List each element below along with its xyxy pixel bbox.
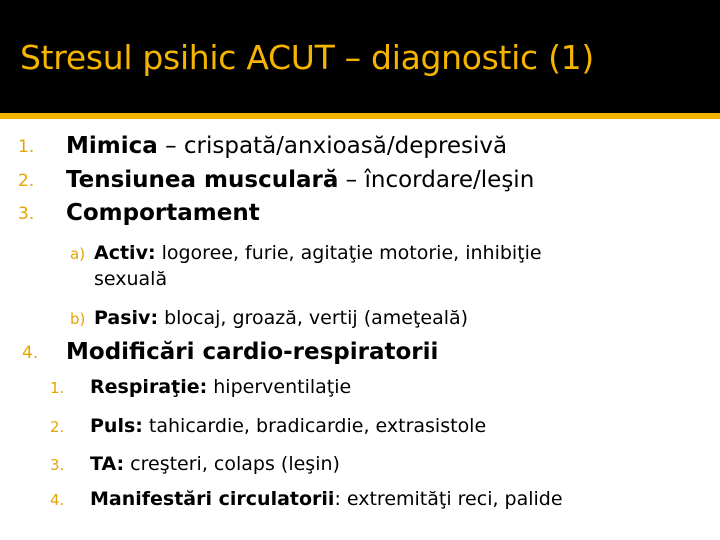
sub-item-term: Activ:	[94, 242, 156, 264]
title-divider	[0, 113, 720, 119]
cardio-item-text: hiperventilaţie	[207, 376, 352, 398]
cardio-item-text: tahicardie, bradicardie, extrasistole	[142, 415, 487, 437]
slide-title: Stresul psihic ACUT – diagnostic (1)	[20, 38, 594, 77]
cardio-item-number: 1.	[50, 379, 65, 397]
sub-item-letter: a)	[70, 245, 86, 263]
item-number: 3.	[18, 204, 35, 224]
item-term: Modificări cardio-respiratorii	[66, 339, 439, 365]
item-term: Mimica	[66, 133, 158, 159]
item-text: – încordare/leşin	[338, 167, 535, 193]
title-bar	[0, 0, 720, 113]
sub-item-activ-continuation: sexuală	[94, 268, 168, 290]
cardio-item-term: TA:	[90, 453, 125, 475]
item-text: – crispată/anxioasă/depresivă	[157, 133, 508, 159]
sub-item-letter: b)	[70, 310, 86, 328]
cardio-item-term: Respiraţie:	[90, 376, 208, 398]
cardio-item-text: creşteri, colaps (leşin)	[124, 453, 340, 475]
cardio-item-number: 3.	[50, 456, 65, 474]
sub-item-text: blocaj, groază, vertij (ameţeală)	[158, 307, 469, 329]
cardio-item-text: : extremităţi reci, palide	[334, 488, 563, 510]
cardio-item-number: 4.	[50, 491, 65, 509]
item-number: 4.	[22, 343, 39, 363]
sub-item-term: Pasiv:	[94, 307, 159, 329]
item-number: 1.	[18, 137, 35, 157]
item-number: 2.	[18, 171, 35, 191]
item-term: Tensiunea musculară	[66, 167, 339, 193]
cardio-item-term: Puls:	[90, 415, 143, 437]
cardio-item-term: Manifestări circulatorii	[90, 488, 335, 510]
sub-item-text: logoree, furie, agitaţie motorie, inhibiţie	[155, 242, 542, 264]
cardio-item-number: 2.	[50, 418, 65, 436]
item-term: Comportament	[66, 200, 260, 226]
